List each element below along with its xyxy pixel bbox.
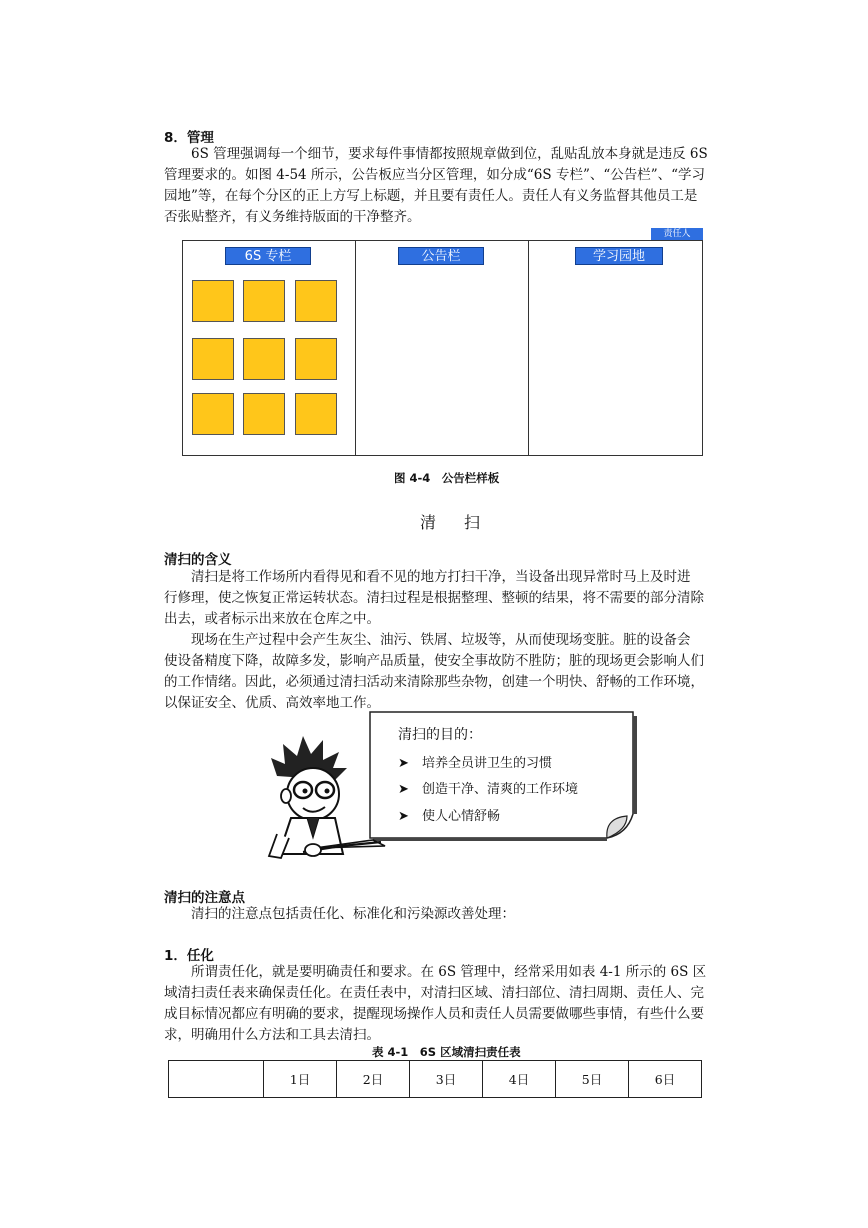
text-line: 出去，或者标示出来放在仓库之中。: [164, 611, 380, 627]
table-cell: 5日: [556, 1061, 629, 1098]
notice-square: [295, 280, 337, 322]
text-line: 清扫的注意点包括责任化、标准化和污染源改善处理：: [191, 906, 515, 922]
text-line: 求，明确用什么方法和工具去清扫。: [164, 1027, 380, 1043]
callout-bullet: [398, 752, 552, 771]
text-line: 域清扫责任表来确保责任化。在责任表中，对清扫区域、清扫部位、清扫周期、责任人、完: [164, 985, 704, 1001]
column-title-6s: 6S 专栏: [225, 247, 311, 265]
table-cell: 1日: [264, 1061, 337, 1098]
bullet-text: 培养全员讲卫生的习惯: [422, 756, 553, 771]
text-line: 管理要求的。如图 4-54 所示，公告板应当分区管理，如分成“6S 专栏”、“公告栏”、“学习: [164, 167, 706, 183]
callout-bullet: [398, 778, 578, 797]
arrow-bullet-icon: ➤: [398, 809, 409, 824]
board-divider: [528, 241, 529, 455]
section-title-cleaning: 清扫: [420, 513, 509, 532]
responsibility-paragraph: [164, 962, 738, 1046]
text-line: 现场在生产过程中会产生灰尘、油污、铁屑、垃圾等，从而使现场变脏。脏的设备会: [191, 632, 691, 648]
text-line: 6S 管理强调每一个细节，要求每件事情都按照规章做到位，乱贴乱放本身就是违反 6S: [191, 146, 708, 162]
table-cell: 4日: [483, 1061, 556, 1098]
table-caption: 表 4-1 6S 区域清扫责任表: [372, 1045, 521, 1059]
heading-cleaning-notes: 清扫的注意点: [164, 890, 245, 906]
table-row: [169, 1061, 702, 1098]
notice-square: [295, 393, 337, 435]
notice-square: [243, 280, 285, 322]
table-cell: 3日: [410, 1061, 483, 1098]
text-line: 使设备精度下降，故障多发，影响产品质量，使安全事故防不胜防；脏的现场更会影响人们: [164, 653, 704, 669]
table-cell: [169, 1061, 264, 1098]
table-cell: 6日: [629, 1061, 702, 1098]
text-line: 的工作情绪。因此，必须通过清扫活动来清除那些杂物，创建一个明快、舒畅的工作环境，: [164, 674, 704, 690]
cleaning-meaning-paragraph: [164, 567, 738, 714]
notice-square: [295, 338, 337, 380]
column-title-notice: 公告栏: [398, 247, 484, 265]
text-line: 以保证安全、优质、高效率地工作。: [164, 695, 380, 711]
heading-responsibility: 1．任化: [164, 948, 214, 964]
text-line: 否张贴整齐，有义务维持版面的干净整齐。: [164, 209, 421, 225]
heading-cleaning-meaning: 清扫的含义: [164, 552, 232, 568]
bullet-text: 创造干净、清爽的工作环境: [422, 782, 579, 797]
board-divider: [355, 241, 356, 455]
callout-bullet: [398, 805, 500, 824]
text-line: 园地”等，在每个分区的正上方写上标题，并且要有责任人。责任人有义务监督其他员工是: [164, 188, 698, 204]
notice-square: [243, 393, 285, 435]
notice-square: [192, 280, 234, 322]
table-cell: 2日: [337, 1061, 410, 1098]
cleaning-responsibility-table: [168, 1060, 702, 1098]
bullet-text: 使人心情舒畅: [422, 809, 501, 824]
notice-square: [192, 393, 234, 435]
bulletin-board-figure: [182, 240, 703, 456]
text-line: 成目标情况都应有明确的要求，提醒现场操作人员和责任人员需要做哪些事情，有些什么要: [164, 1006, 704, 1022]
callout-title: 清扫的目的：: [398, 727, 482, 743]
notice-square: [192, 338, 234, 380]
notice-square: [243, 338, 285, 380]
arrow-bullet-icon: ➤: [398, 756, 409, 771]
responsible-person-tag: 责任人: [651, 228, 703, 241]
text-line: 所谓责任化，就是要明确责任和要求。在 6S 管理中，经常采用如表 4-1 所示的 6S 区: [191, 964, 707, 980]
notes-paragraph: [164, 904, 738, 925]
text-line: 行修理，使之恢复正常运转状态。清扫过程是根据整理、整顿的结果，将不需要的部分清除: [164, 590, 704, 606]
column-title-study: 学习园地: [575, 247, 663, 265]
text-line: 清扫是将工作场所内看得见和看不见的地方打扫干净，当设备出现异常时马上及时进: [191, 569, 691, 585]
section-heading-management: 8．管理: [164, 130, 214, 146]
arrow-bullet-icon: ➤: [398, 782, 409, 797]
management-paragraph: [164, 144, 738, 228]
figure-caption: 图 4-4 公告栏样板: [394, 471, 500, 485]
